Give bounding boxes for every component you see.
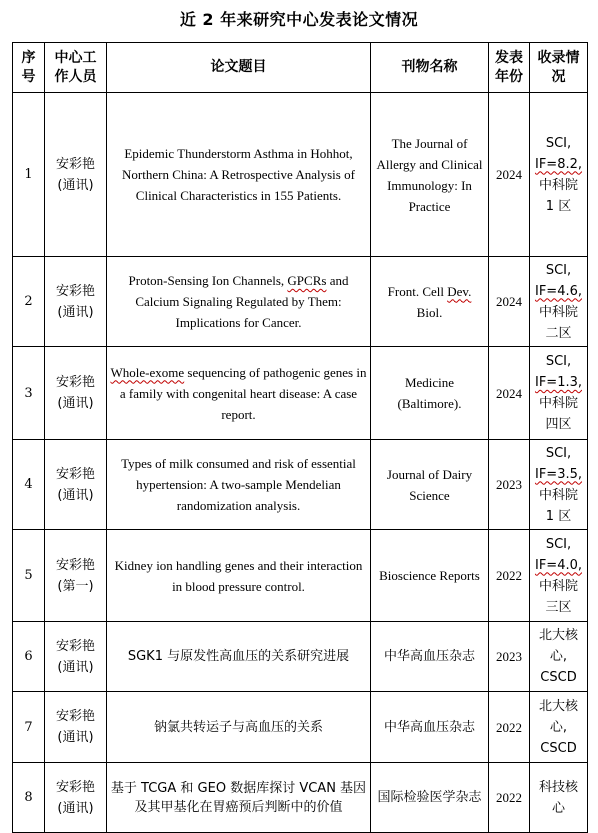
row-index: 1 (13, 93, 45, 257)
row-year: 2022 (489, 692, 530, 763)
row-paper-title (107, 347, 371, 440)
indexing-sci: SCI, (545, 445, 572, 461)
table-row (13, 347, 588, 440)
row-year: 2022 (489, 763, 530, 833)
table-row (13, 440, 588, 530)
row-year: 2023 (489, 440, 530, 530)
row-paper-title: Kidney ion handling genes and their interaction in blood pressure control. (107, 530, 371, 622)
table-row (13, 530, 588, 622)
row-indexing (530, 530, 588, 622)
row-indexing (530, 257, 588, 347)
row-journal: 中华高血压杂志 (371, 622, 489, 692)
row-paper-title: 基于 TCGA 和 GEO 数据库探讨 VCAN 基因及其甲基化在胃癌预后判断中的价值 (107, 763, 371, 833)
row-indexing: 科技核 心 (530, 763, 588, 833)
indexing-if: IF=4.6, (534, 283, 582, 299)
row-index: 2 (13, 257, 45, 347)
row-author: 安彩艳 (通讯) (45, 622, 107, 692)
header-paper-title: 论文题目 (107, 43, 371, 93)
row-journal: Journal of Dairy Science (371, 440, 489, 530)
row-journal: The Journal of Allergy and Clinical Immunology: In Practice (371, 93, 489, 257)
row-author: 安彩艳 (通讯) (45, 763, 107, 833)
row-journal: 国际检验医学杂志 (371, 763, 489, 833)
indexing-if: IF=4.0, (534, 557, 582, 573)
indexing-if: IF=8.2, (534, 156, 582, 172)
row-index: 6 (13, 622, 45, 692)
row-year: 2024 (489, 93, 530, 257)
row-paper-title (107, 257, 371, 347)
row-author: 安彩艳 (通讯) (45, 347, 107, 440)
journal-part: Front. Cell (387, 283, 448, 299)
title-part: sequencing of pathogenic genes in a family with congenital heart disease: A case report. (119, 364, 367, 422)
row-indexing (530, 93, 588, 257)
indexing-cas: 中科院 二区 (538, 304, 578, 341)
row-journal: Medicine (Baltimore). (371, 347, 489, 440)
indexing-cas: 中科院 1 区 (538, 487, 578, 524)
row-indexing: 北大核 心, CSCD (530, 692, 588, 763)
header-journal: 刊物名称 (371, 43, 489, 93)
row-index: 4 (13, 440, 45, 530)
indexing-sci: SCI, (545, 262, 572, 278)
row-index: 5 (13, 530, 45, 622)
row-index: 7 (13, 692, 45, 763)
header-index: 序号 (13, 43, 45, 93)
header-author: 中心工作人员 (45, 43, 107, 93)
row-paper-title: Epidemic Thunderstorm Asthma in Hohhot, Northern China: A Retrospective Analysis of Clinical Characteristics in 155 Patients. (107, 93, 371, 257)
table-row (13, 257, 588, 347)
title-part-gpcrs: GPCRs (287, 273, 327, 288)
row-year: 2024 (489, 257, 530, 347)
row-index: 3 (13, 347, 45, 440)
row-year: 2023 (489, 622, 530, 692)
title-part: and Calcium Signaling Regulated by Them: Implications for Cancer. (135, 273, 349, 330)
indexing-if: IF=1.3, (534, 375, 582, 390)
indexing-if: IF=3.5, (534, 466, 582, 482)
journal-part: Biol. (416, 304, 443, 320)
row-journal: Bioscience Reports (371, 530, 489, 622)
title-part: Proton-Sensing Ion Channels, (128, 273, 288, 288)
indexing-sci: SCI, (545, 354, 572, 369)
row-paper-title: Types of milk consumed and risk of essential hypertension: A two-sample Mendelian randomization analysis. (107, 440, 371, 530)
row-indexing: 北大核 心, CSCD (530, 622, 588, 692)
row-author: 安彩艳 (通讯) (45, 93, 107, 257)
row-author: 安彩艳 (通讯) (45, 440, 107, 530)
row-journal: 中华高血压杂志 (371, 692, 489, 763)
row-year: 2024 (489, 347, 530, 440)
header-year: 发表年份 (489, 43, 530, 93)
title-part-whole-exome: Whole-exome (110, 364, 185, 380)
table-header-row (13, 43, 588, 93)
indexing-sci: SCI, (545, 135, 572, 151)
row-journal (371, 257, 489, 347)
row-paper-title: 钠氯共转运子与高血压的关系 (107, 692, 371, 763)
table-row (13, 622, 588, 692)
row-index: 8 (13, 763, 45, 833)
row-indexing (530, 440, 588, 530)
table-row (13, 692, 588, 763)
page-title: 近 2 年来研究中心发表论文情况 (179, 10, 419, 29)
indexing-cas: 中科院 1 区 (538, 177, 578, 214)
row-year: 2022 (489, 530, 530, 622)
journal-part-dev: Dev. (447, 283, 472, 299)
row-author: 安彩艳 (通讯) (45, 257, 107, 347)
indexing-cas: 中科院 四区 (538, 396, 578, 432)
row-author: 安彩艳 (第一) (45, 530, 107, 622)
header-indexing: 收录情况 (530, 43, 588, 93)
table-row (13, 763, 588, 833)
table-row (13, 93, 588, 257)
row-paper-title: SGK1 与原发性高血压的关系研究进展 (107, 622, 371, 692)
row-indexing (530, 347, 588, 440)
indexing-sci: SCI, (545, 536, 572, 552)
publications-table (12, 42, 588, 833)
row-author: 安彩艳 (通讯) (45, 692, 107, 763)
indexing-cas: 中科院 三区 (538, 578, 578, 615)
